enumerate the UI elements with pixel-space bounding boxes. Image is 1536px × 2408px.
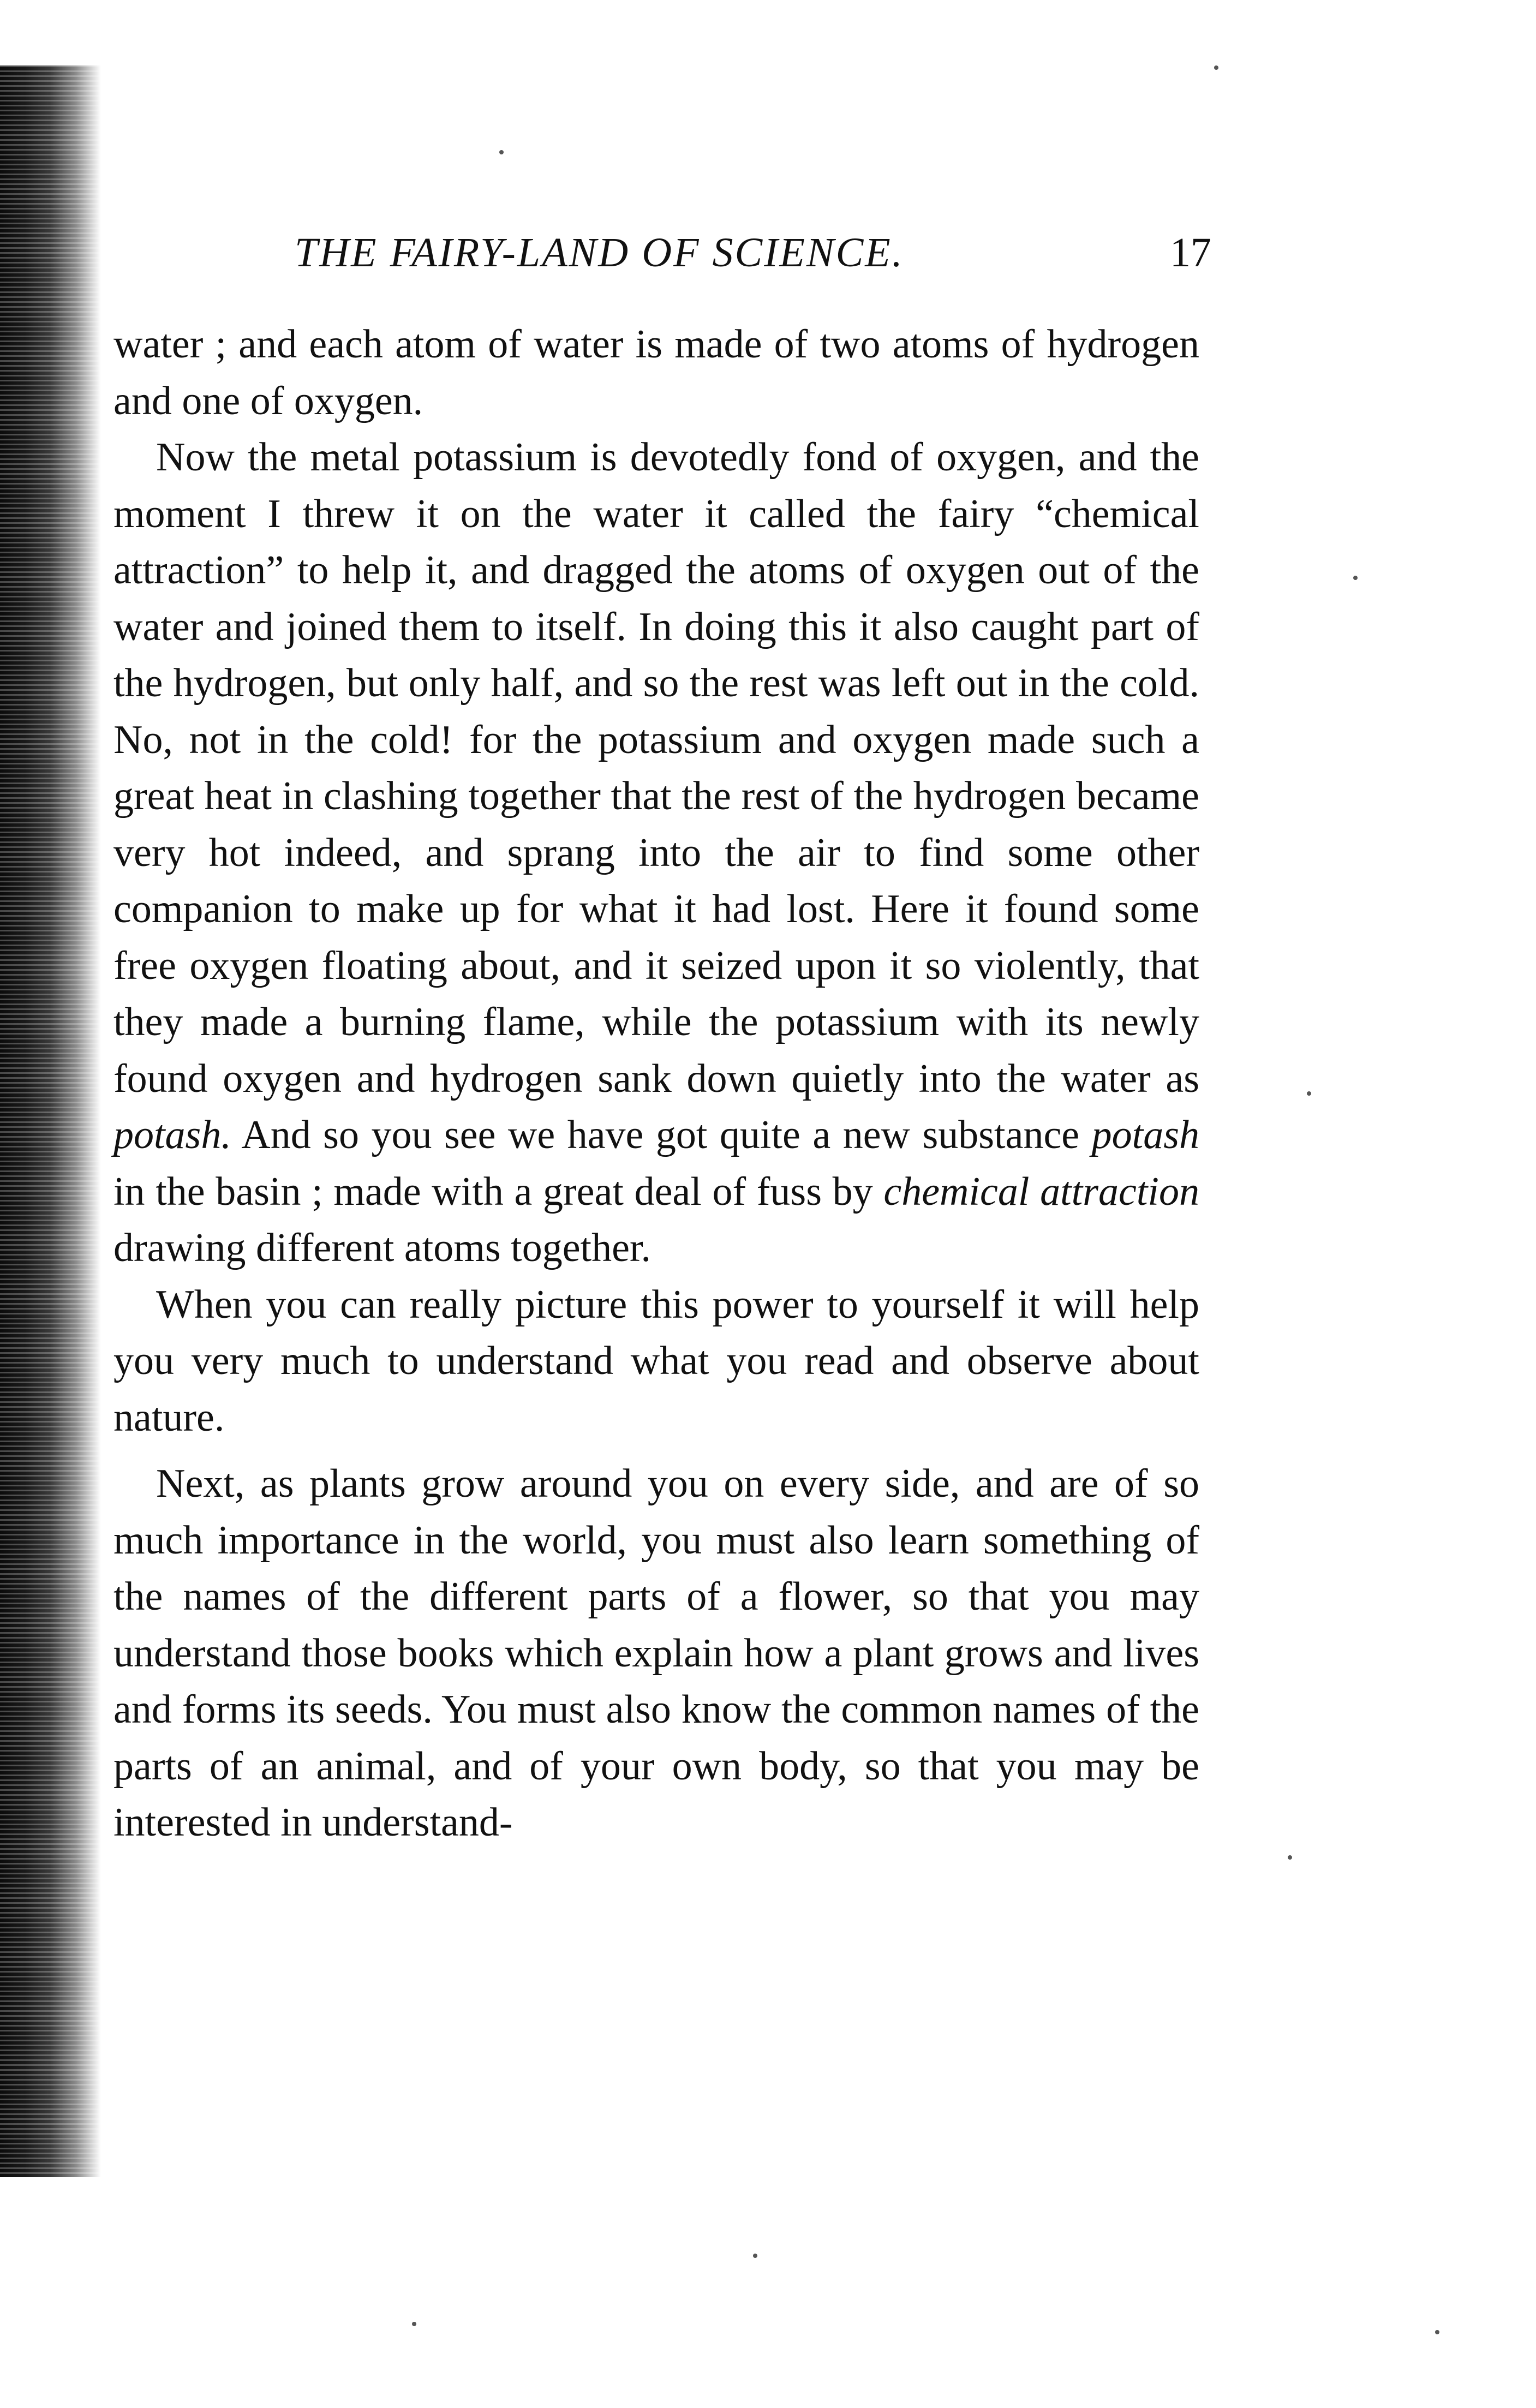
italic-term-potash: potash. [113,1113,231,1157]
paragraph-4 [113,1456,1199,1851]
print-speck [753,2254,757,2258]
paragraph-3 [113,1277,1199,1447]
paragraph-2 [113,429,1199,1277]
page-number: 17 [1170,230,1211,276]
print-speck [499,150,504,154]
text-segment: Now the metal potassium is devotedly fond of oxygen, and the moment I threw it on the water it called the fairy “chemical attraction” to help it, and dragged the atoms of oxygen out of the water and joined them to itself. In doing this it also caught part of the hydrogen, but only half, and so the rest was left out in the cold. No, not in the cold! for the potassium and oxygen made such a great heat in clashing together that the rest of the hydrogen became very hot indeed, and sprang into the air to find some other companion to make up for what it had lost. Here it found some free oxygen floating about, and it seized upon it so violently, that they made a burning flame, while the potassium with its newly found oxygen and hydrogen sank down quietly into the water as [113,435,1199,1101]
print-speck [1353,576,1358,580]
text-segment: And so you see we have got quite a new substance [231,1113,1092,1157]
print-speck [1435,2330,1439,2334]
text-segment: in the basin ; made with a great deal of fuss by [113,1169,884,1214]
italic-term-potash: potash [1091,1113,1199,1157]
text-segment: drawing different atoms together. [113,1226,652,1270]
print-speck [412,2322,416,2326]
running-header: THE FAIRY-LAND OF SCIENCE. [295,230,904,276]
text-segment: When you can really picture this power to yourself it will help you very much to understand what you read and observe about nature. [113,1282,1199,1440]
binding-edge [0,65,101,2177]
body-text [113,316,1199,1851]
print-speck [1288,1855,1292,1860]
paragraph-1 [113,316,1199,429]
print-speck [1307,1091,1311,1096]
text-segment: Next, as plants grow around you on every side, and are of so much importance in the world, you must also learn something of the names of the different parts of a flower, so that you may understand those books which explain how a plant grows and lives and forms its seeds. You must also know the common names of the parts of an animal, and of your own body, so that you may be interested in understand- [113,1461,1199,1845]
italic-term-chemical-attraction: chemical attraction [883,1169,1199,1214]
print-speck [1214,65,1218,70]
text-segment: water ; and each atom of water is made of two atoms of hydrogen and one of oxygen. [113,322,1199,423]
